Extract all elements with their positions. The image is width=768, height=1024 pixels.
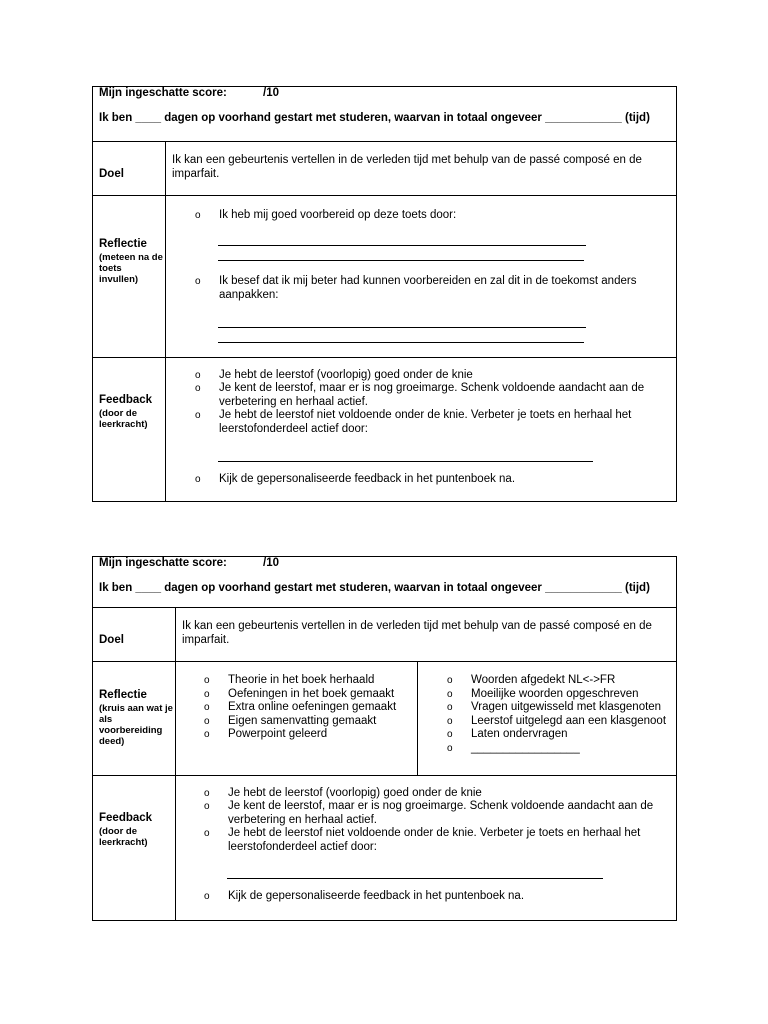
feedback-row bbox=[93, 775, 676, 920]
reflectie-label: Reflectie bbox=[99, 689, 147, 701]
feedback-sublabel: (door de leerkracht) bbox=[99, 408, 148, 430]
checklist-item[interactable] bbox=[204, 728, 414, 742]
checklist-item[interactable] bbox=[204, 701, 414, 715]
bullet-icon: o bbox=[204, 788, 210, 799]
checklist-item-label: Oefeningen in het boek gemaakt bbox=[228, 687, 395, 700]
score-header bbox=[93, 557, 676, 607]
bullet-icon: o bbox=[195, 410, 201, 421]
score-label: Mijn ingeschatte score: bbox=[99, 557, 227, 569]
checkbox-bullet-icon[interactable]: o bbox=[204, 715, 210, 727]
checklist-item-label: Moeilijke woorden opgeschreven bbox=[471, 687, 639, 700]
checklist-item-label: _________________ bbox=[471, 741, 580, 754]
checkbox-bullet-icon[interactable]: o bbox=[447, 688, 453, 700]
list-item[interactable]: o Je hebt de leerstof niet voldoende onder de knie. Verbeter je toets en herhaal het leerstofonderdeel actief door: bbox=[204, 827, 641, 853]
list-item[interactable]: o Je kent de leerstof, maar er is nog groeimarge. Schenk voldoende aandacht aan de verbetering en herhaal actief. bbox=[195, 382, 645, 408]
bullet-icon: o bbox=[195, 276, 201, 287]
checkbox-bullet-icon[interactable]: o bbox=[447, 702, 453, 713]
checklist-item[interactable] bbox=[447, 674, 675, 688]
list-item[interactable]: o Je kent de leerstof, maar er is nog groeimarge. Schenk voldoende aandacht aan de verbetering en herhaal actief. bbox=[204, 800, 654, 826]
checklist-item[interactable] bbox=[204, 688, 414, 702]
reflectie-row bbox=[93, 661, 676, 775]
bullet-icon: o bbox=[195, 210, 201, 221]
checkbox-bullet-icon[interactable]: o bbox=[447, 675, 453, 686]
checklist-item-label: Powerpoint geleerd bbox=[228, 728, 328, 740]
reflectie-row bbox=[93, 195, 676, 357]
checkbox-bullet-icon[interactable]: o bbox=[204, 675, 210, 686]
checkbox-bullet-icon[interactable]: o bbox=[204, 688, 210, 700]
doel-label: Doel bbox=[99, 168, 124, 180]
evaluation-sheet-2 bbox=[92, 556, 677, 921]
write-line[interactable] bbox=[218, 342, 584, 343]
doel-row bbox=[93, 141, 676, 195]
study-days-line[interactable]: Ik ben ____ dagen op voorhand gestart met studeren, waarvan in totaal ongeveer ____________ (tijd) bbox=[99, 582, 650, 594]
reflectie-label: Reflectie bbox=[99, 238, 147, 250]
reflectie-checklist-right bbox=[447, 674, 675, 755]
list-item[interactable]: o Je hebt de leerstof niet voldoende onder de knie. Verbeter je toets en herhaal het leerstofonderdeel actief door: bbox=[195, 409, 632, 435]
doel-text: Ik kan een gebeurtenis vertellen in de verleden tijd met behulp van de passé composé en de imparfait. bbox=[182, 620, 652, 646]
score-label: Mijn ingeschatte score: bbox=[99, 87, 227, 99]
list-item[interactable]: o Kijk de gepersonaliseerde feedback in het puntenboek na. bbox=[195, 473, 516, 485]
checklist-item-label: Woorden afgedekt NL<->FR bbox=[471, 674, 616, 686]
checklist-item[interactable] bbox=[447, 728, 675, 742]
checkbox-bullet-icon[interactable]: o bbox=[204, 729, 210, 740]
checklist-item[interactable] bbox=[204, 674, 414, 688]
checklist-item[interactable] bbox=[447, 715, 675, 729]
list-item: o Ik besef dat ik mij beter had kunnen voorbereiden en zal dit in de toekomst anders aanpakken: bbox=[195, 275, 637, 301]
checklist-item-label: Vragen uitgewisseld met klasgenoten bbox=[471, 701, 662, 713]
write-line[interactable] bbox=[218, 461, 593, 462]
checklist-item[interactable] bbox=[204, 715, 414, 729]
bullet-icon: o bbox=[204, 828, 210, 839]
study-days-line[interactable]: Ik ben ____ dagen op voorhand gestart met studeren, waarvan in totaal ongeveer ____________ (tijd) bbox=[99, 112, 650, 124]
reflectie-label-block bbox=[99, 689, 173, 747]
list-item: o Ik heb mij goed voorbereid op deze toets door: bbox=[195, 209, 457, 221]
score-max: /10 bbox=[263, 87, 279, 99]
list-item[interactable]: o Je hebt de leerstof (voorlopig) goed onder de knie bbox=[204, 787, 482, 799]
reflectie-label-block bbox=[99, 238, 163, 285]
bullet-icon: o bbox=[204, 891, 210, 902]
score-header bbox=[93, 87, 676, 141]
reflectie-sublabel: (meteen na de toets invullen) bbox=[99, 252, 163, 285]
bullet-icon: o bbox=[195, 383, 201, 394]
doel-row bbox=[93, 607, 676, 661]
checklist-item[interactable] bbox=[447, 742, 675, 756]
checkbox-bullet-icon[interactable]: o bbox=[447, 742, 453, 754]
checkbox-bullet-icon[interactable]: o bbox=[204, 702, 210, 713]
evaluation-sheet-1 bbox=[92, 86, 677, 502]
feedback-sublabel: (door de leerkracht) bbox=[99, 826, 148, 848]
bullet-icon: o bbox=[195, 370, 201, 381]
score-max: /10 bbox=[263, 557, 279, 569]
reflectie-sublabel: (kruis aan wat je als voorbereiding deed) bbox=[99, 703, 173, 747]
doel-label: Doel bbox=[99, 634, 124, 646]
doel-text: Ik kan een gebeurtenis vertellen in de verleden tijd met behulp van de passé composé en de imparfait. bbox=[172, 154, 642, 180]
feedback-label-block bbox=[99, 394, 163, 430]
reflectie-checklist-left bbox=[204, 674, 414, 742]
list-item[interactable]: o Kijk de gepersonaliseerde feedback in het puntenboek na. bbox=[204, 890, 525, 902]
checklist-item-label: Theorie in het boek herhaald bbox=[228, 674, 375, 686]
feedback-row bbox=[93, 357, 676, 501]
checkbox-bullet-icon[interactable]: o bbox=[447, 729, 453, 740]
bullet-icon: o bbox=[204, 801, 210, 812]
feedback-label-block bbox=[99, 812, 173, 848]
feedback-label: Feedback bbox=[99, 812, 153, 824]
write-line[interactable] bbox=[218, 245, 586, 246]
write-line[interactable] bbox=[218, 327, 586, 328]
checkbox-bullet-icon[interactable]: o bbox=[447, 715, 453, 727]
checklist-item-label: Leerstof uitgelegd aan een klasgenoot bbox=[471, 714, 667, 727]
checklist-item-label: Eigen samenvatting gemaakt bbox=[228, 714, 377, 727]
checklist-item-label: Extra online oefeningen gemaakt bbox=[228, 701, 397, 713]
feedback-label: Feedback bbox=[99, 394, 153, 406]
checklist-item-label: Laten ondervragen bbox=[471, 728, 568, 740]
list-item[interactable]: o Je hebt de leerstof (voorlopig) goed onder de knie bbox=[195, 369, 473, 381]
checklist-item[interactable] bbox=[447, 688, 675, 702]
bullet-icon: o bbox=[195, 474, 201, 485]
checklist-item[interactable] bbox=[447, 701, 675, 715]
write-line[interactable] bbox=[218, 260, 584, 261]
write-line[interactable] bbox=[227, 878, 603, 879]
